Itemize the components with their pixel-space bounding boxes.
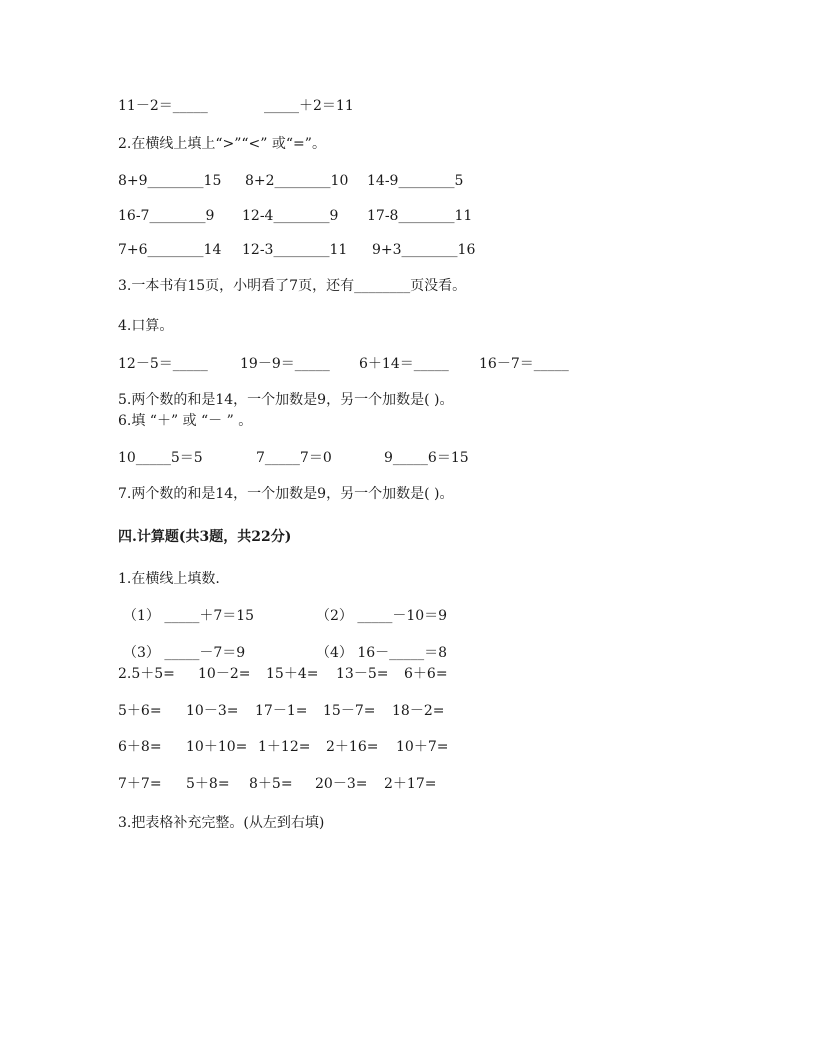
carry-over-right: _____＋2＝11: [264, 98, 354, 114]
q6-item: 9_____6＝15: [384, 450, 469, 466]
section-4-heading: 四.计算题(共3题，共22分): [118, 529, 292, 545]
q6-item: 7_____7＝0: [256, 450, 332, 466]
q2-item: 7+6________14: [118, 242, 222, 258]
q5-text: 5.两个数的和是14，一个加数是9，另一个加数是( )。: [118, 392, 454, 408]
q2-item: 16-7________9: [118, 208, 215, 224]
q2-title: 2.在横线上填上“>”“<” 或“=”。: [118, 136, 326, 152]
s4q1-item: （2） _____－10＝9: [316, 608, 448, 624]
s4q2-item: 10－2=: [198, 666, 251, 682]
s4q1-item: （4） 16－_____＝8: [316, 645, 448, 661]
s4q2-item: 7＋7=: [118, 776, 162, 792]
q2-item: 8+9________15: [118, 173, 222, 189]
q4-item: 12－5＝_____: [118, 356, 208, 372]
q6-title: 6.填 “＋” 或 “－ ” 。: [118, 413, 253, 429]
s4q2-item: 1＋12=: [258, 739, 311, 755]
s4q2-item: 6＋8=: [118, 739, 162, 755]
s4q2-item: 2＋17=: [384, 776, 437, 792]
s4q1-item: （1） _____＋7＝15: [123, 608, 255, 624]
s4q1-item: （3） _____－7＝9: [123, 645, 246, 661]
q6-item: 10_____5＝5: [118, 450, 203, 466]
q3-text: 3.一本书有15页，小明看了7页，还有________页没看。: [118, 278, 467, 294]
s4q2-item: 5＋6=: [118, 703, 162, 719]
q4-title: 4.口算。: [118, 318, 174, 334]
s4q2-item: 10＋7=: [396, 739, 449, 755]
carry-over-left: 11－2＝_____: [118, 98, 208, 114]
s4q2-item: 2.5＋5=: [118, 666, 175, 682]
s4q2-item: 6＋6=: [404, 666, 448, 682]
s4q3-text: 3.把表格补充完整。(从左到右填): [118, 815, 325, 831]
s4q2-item: 10－3=: [186, 703, 239, 719]
q4-item: 19－9＝_____: [240, 356, 330, 372]
s4q2-item: 5＋8=: [186, 776, 230, 792]
s4q2-item: 17－1=: [255, 703, 308, 719]
s4q2-item: 20－3=: [315, 776, 368, 792]
s4q2-item: 18－2=: [392, 703, 445, 719]
s4q2-item: 15－7=: [323, 703, 376, 719]
s4q2-item: 8＋5=: [249, 776, 293, 792]
q2-item: 12-4________9: [242, 208, 339, 224]
q2-item: 8+2________10: [245, 173, 349, 189]
s4q2-item: 10＋10=: [186, 739, 248, 755]
q2-item: 9+3________16: [372, 242, 476, 258]
q2-item: 14-9________5: [367, 173, 464, 189]
s4q2-item: 13－5=: [336, 666, 389, 682]
q4-item: 16－7＝_____: [479, 356, 569, 372]
s4q2-item: 15＋4=: [266, 666, 319, 682]
s4q2-item: 2＋16=: [326, 739, 379, 755]
q2-item: 17-8________11: [367, 208, 473, 224]
q4-item: 6＋14＝_____: [359, 356, 449, 372]
q2-item: 12-3________11: [242, 242, 348, 258]
q7-text: 7.两个数的和是14，一个加数是9，另一个加数是( )。: [118, 486, 454, 502]
s4q1-title: 1.在横线上填数.: [118, 571, 220, 587]
